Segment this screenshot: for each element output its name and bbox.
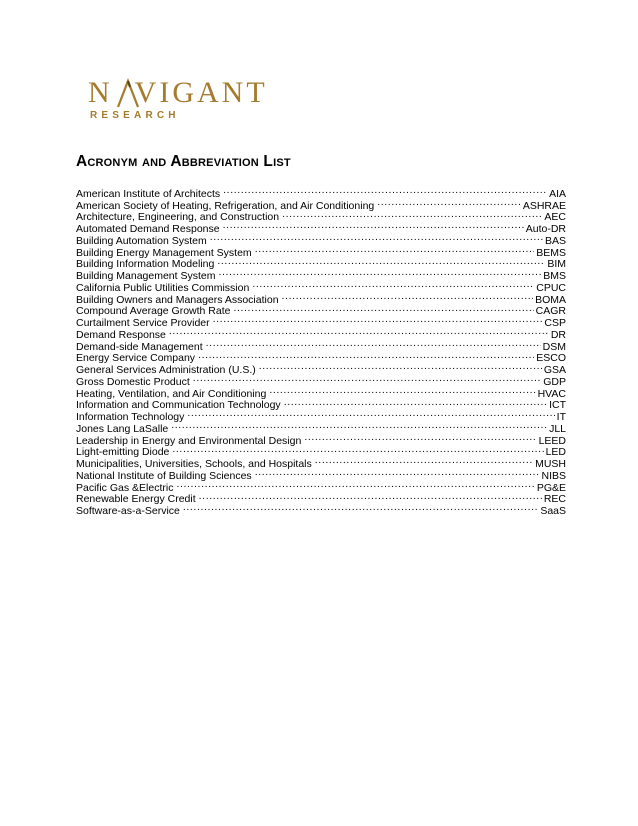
acronym-row <box>76 185 566 200</box>
acronym-abbreviation: HVAC <box>537 387 566 400</box>
acronym-term: Jones Lang LaSalle <box>76 422 169 435</box>
acronym-term: Demand Response <box>76 328 166 341</box>
acronym-term: Building Owners and Managers Association <box>76 293 279 306</box>
acronym-term: Architecture, Engineering, and Construction <box>76 211 280 224</box>
acronym-abbreviation: ESCO <box>536 352 566 365</box>
acronym-abbreviation: REC <box>543 493 566 506</box>
acronym-term: Gross Domestic Product <box>76 375 190 388</box>
acronym-abbreviation: JLL <box>549 422 566 435</box>
acronym-term: National Institute of Building Sciences <box>76 469 252 482</box>
dot-leader <box>219 267 542 279</box>
dot-leader <box>183 502 538 514</box>
acronym-term: Leadership in Energy and Environmental Design <box>76 434 302 447</box>
acronym-term: Energy Service Company <box>76 352 196 365</box>
dot-leader <box>255 244 535 256</box>
acronym-term: Software-as-a-Service <box>76 505 180 517</box>
acronym-abbreviation: PG&E <box>536 481 566 494</box>
page-title: Acronym and Abbreviation List <box>76 153 291 170</box>
acronym-abbreviation: GSA <box>543 364 566 376</box>
acronym-term: Demand-side Management <box>76 340 203 353</box>
acronym-abbreviation: BAS <box>544 234 566 247</box>
navigant-research-logo <box>88 76 268 126</box>
acronym-term: American Society of Heating, Refrigeration, and Air Conditioning <box>76 199 375 212</box>
acronym-abbreviation: IT <box>556 411 566 423</box>
acronym-abbreviation: CPUC <box>536 281 566 294</box>
dot-leader <box>315 455 533 467</box>
dot-leader <box>252 279 534 291</box>
dot-leader <box>233 303 533 315</box>
logo-letter-n: N <box>88 76 113 109</box>
acronym-term: Heating, Ventilation, and Air Conditioning <box>76 387 267 400</box>
dot-leader <box>172 444 543 456</box>
dot-leader <box>213 314 543 326</box>
acronym-term: Compound Average Growth Rate <box>76 305 231 318</box>
logo-letters-vigant: VIGANT <box>134 76 268 109</box>
dot-leader <box>282 291 534 303</box>
acronym-abbreviation: AEC <box>544 211 566 224</box>
acronym-abbreviation: CSP <box>544 317 566 329</box>
acronym-term: Automated Demand Response <box>76 223 220 235</box>
logo-a-chevron-icon <box>116 78 140 108</box>
acronym-term: Building Energy Management System <box>76 246 252 259</box>
dot-leader <box>171 420 547 432</box>
dot-leader <box>284 397 547 409</box>
acronym-abbreviation: CAGR <box>535 305 566 318</box>
acronym-list <box>76 185 566 517</box>
acronym-abbreviation: GDP <box>543 375 566 388</box>
dot-leader <box>255 467 540 479</box>
acronym-term: Building Automation System <box>76 234 207 247</box>
dot-leader <box>223 220 524 232</box>
acronym-term: California Public Utilities Commission <box>76 281 250 294</box>
acronym-abbreviation: DSM <box>542 340 566 353</box>
acronym-abbreviation: NIBS <box>541 469 566 482</box>
acronym-term: Pacific Gas &Electric <box>76 481 174 494</box>
dot-leader <box>269 385 535 397</box>
acronym-abbreviation: BEMS <box>536 246 566 259</box>
acronym-abbreviation: SaaS <box>540 505 566 517</box>
acronym-term: Information Technology <box>76 411 185 423</box>
acronym-term: Information and Communication Technology <box>76 399 281 412</box>
dot-leader <box>217 256 545 268</box>
acronym-abbreviation: ICT <box>549 399 566 412</box>
acronym-abbreviation: LEED <box>538 434 566 447</box>
dot-leader <box>198 350 534 362</box>
dot-leader <box>169 326 549 338</box>
acronym-abbreviation: Auto-DR <box>525 223 566 235</box>
acronym-term: Renewable Energy Credit <box>76 493 196 506</box>
dot-leader <box>187 408 554 420</box>
acronym-abbreviation: LED <box>545 446 566 459</box>
dot-leader <box>304 432 536 444</box>
acronym-abbreviation: ASHRAE <box>522 199 566 212</box>
acronym-abbreviation: BOMA <box>535 293 566 306</box>
dot-leader <box>206 338 541 350</box>
dot-leader <box>199 491 542 503</box>
acronym-term: Municipalities, Universities, Schools, and Hospitals <box>76 458 312 470</box>
acronym-term: General Services Administration (U.S.) <box>76 364 256 376</box>
dot-leader <box>259 361 542 373</box>
dot-leader <box>193 373 541 385</box>
dot-leader <box>210 232 543 244</box>
acronym-term: Curtailment Service Provider <box>76 317 210 329</box>
acronym-term: Building Information Modeling <box>76 258 215 271</box>
logo-subtitle: RESEARCH <box>90 110 180 121</box>
dot-leader <box>377 197 521 209</box>
acronym-abbreviation: MUSH <box>535 458 566 470</box>
logo-wordmark <box>88 76 268 110</box>
acronym-term: Light-emitting Diode <box>76 446 170 459</box>
acronym-abbreviation: BMS <box>543 270 566 282</box>
dot-leader <box>176 479 534 491</box>
dot-leader <box>282 209 542 221</box>
acronym-abbreviation: DR <box>550 328 566 341</box>
acronym-term: American Institute of Architects <box>76 187 221 200</box>
acronym-abbreviation: AIA <box>549 187 566 200</box>
dot-leader <box>223 185 547 197</box>
acronym-abbreviation: BIM <box>547 258 566 271</box>
acronym-term: Building Management System <box>76 270 216 282</box>
